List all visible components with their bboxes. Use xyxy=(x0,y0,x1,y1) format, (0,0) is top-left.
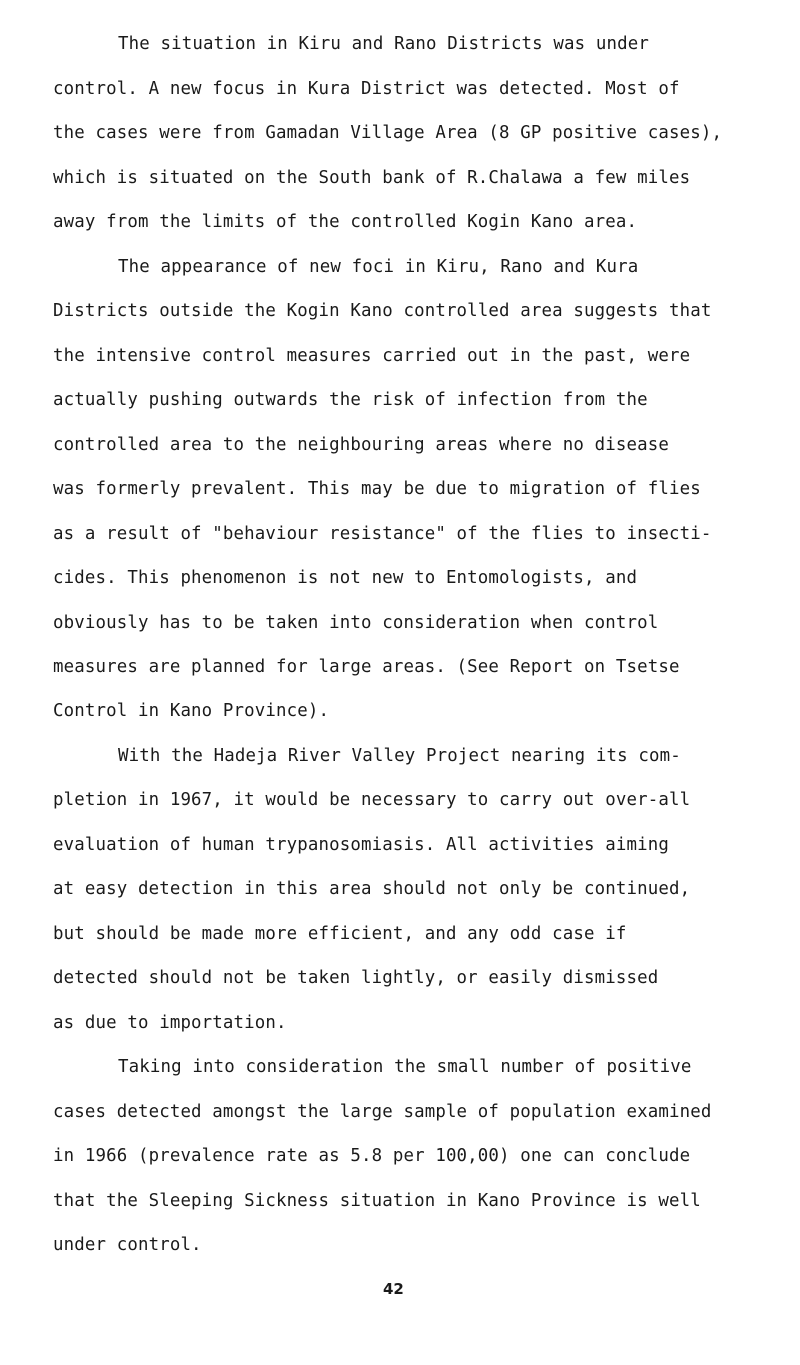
text-line: at easy detection in this area should not only be continued, xyxy=(53,879,691,899)
text-line: away from the limits of the controlled Kogin Kano area. xyxy=(53,212,638,232)
text-line: the cases were from Gamadan Village Area (8 GP positive cases), xyxy=(53,123,723,143)
text-line: cases detected amongst the large sample of population examined xyxy=(53,1102,712,1122)
text-line: Taking into consideration the small number of positive xyxy=(118,1057,692,1077)
text-line: but should be made more efficient, and any odd case if xyxy=(53,924,627,944)
text-line: Districts outside the Kogin Kano controlled area suggests that xyxy=(53,301,712,321)
text-line: as due to importation. xyxy=(53,1013,287,1033)
text-line: evaluation of human trypanosomiasis. All activities aiming xyxy=(53,835,669,855)
text-line: detected should not be taken lightly, or easily dismissed xyxy=(53,968,659,988)
page-number: 42 xyxy=(383,1280,404,1298)
text-line: The situation in Kiru and Rano Districts was under xyxy=(118,34,650,54)
text-line: The appearance of new foci in Kiru, Rano and Kura xyxy=(118,257,639,277)
text-line: that the Sleeping Sickness situation in Kano Province is well xyxy=(53,1191,701,1211)
text-line: which is situated on the South bank of R.Chalawa a few miles xyxy=(53,168,691,188)
text-line: as a result of "behaviour resistance" of the flies to insecti- xyxy=(53,524,712,544)
text-line: pletion in 1967, it would be necessary to carry out over-all xyxy=(53,790,691,810)
text-line: control. A new focus in Kura District was detected. Most of xyxy=(53,79,680,99)
text-line: Control in Kano Province). xyxy=(53,701,330,721)
text-line: obviously has to be taken into consideration when control xyxy=(53,613,659,633)
text-line: under control. xyxy=(53,1235,202,1255)
text-line: the intensive control measures carried out in the past, were xyxy=(53,346,691,366)
text-line: controlled area to the neighbouring areas where no disease xyxy=(53,435,669,455)
text-line: With the Hadeja River Valley Project nearing its com- xyxy=(118,746,681,766)
text-line: actually pushing outwards the risk of infection from the xyxy=(53,390,648,410)
text-line: in 1966 (prevalence rate as 5.8 per 100,00) one can conclude xyxy=(53,1146,691,1166)
text-line: measures are planned for large areas. (See Report on Tsetse xyxy=(53,657,680,677)
text-line: was formerly prevalent. This may be due to migration of flies xyxy=(53,479,701,499)
text-line: cides. This phenomenon is not new to Entomologists, and xyxy=(53,568,638,588)
